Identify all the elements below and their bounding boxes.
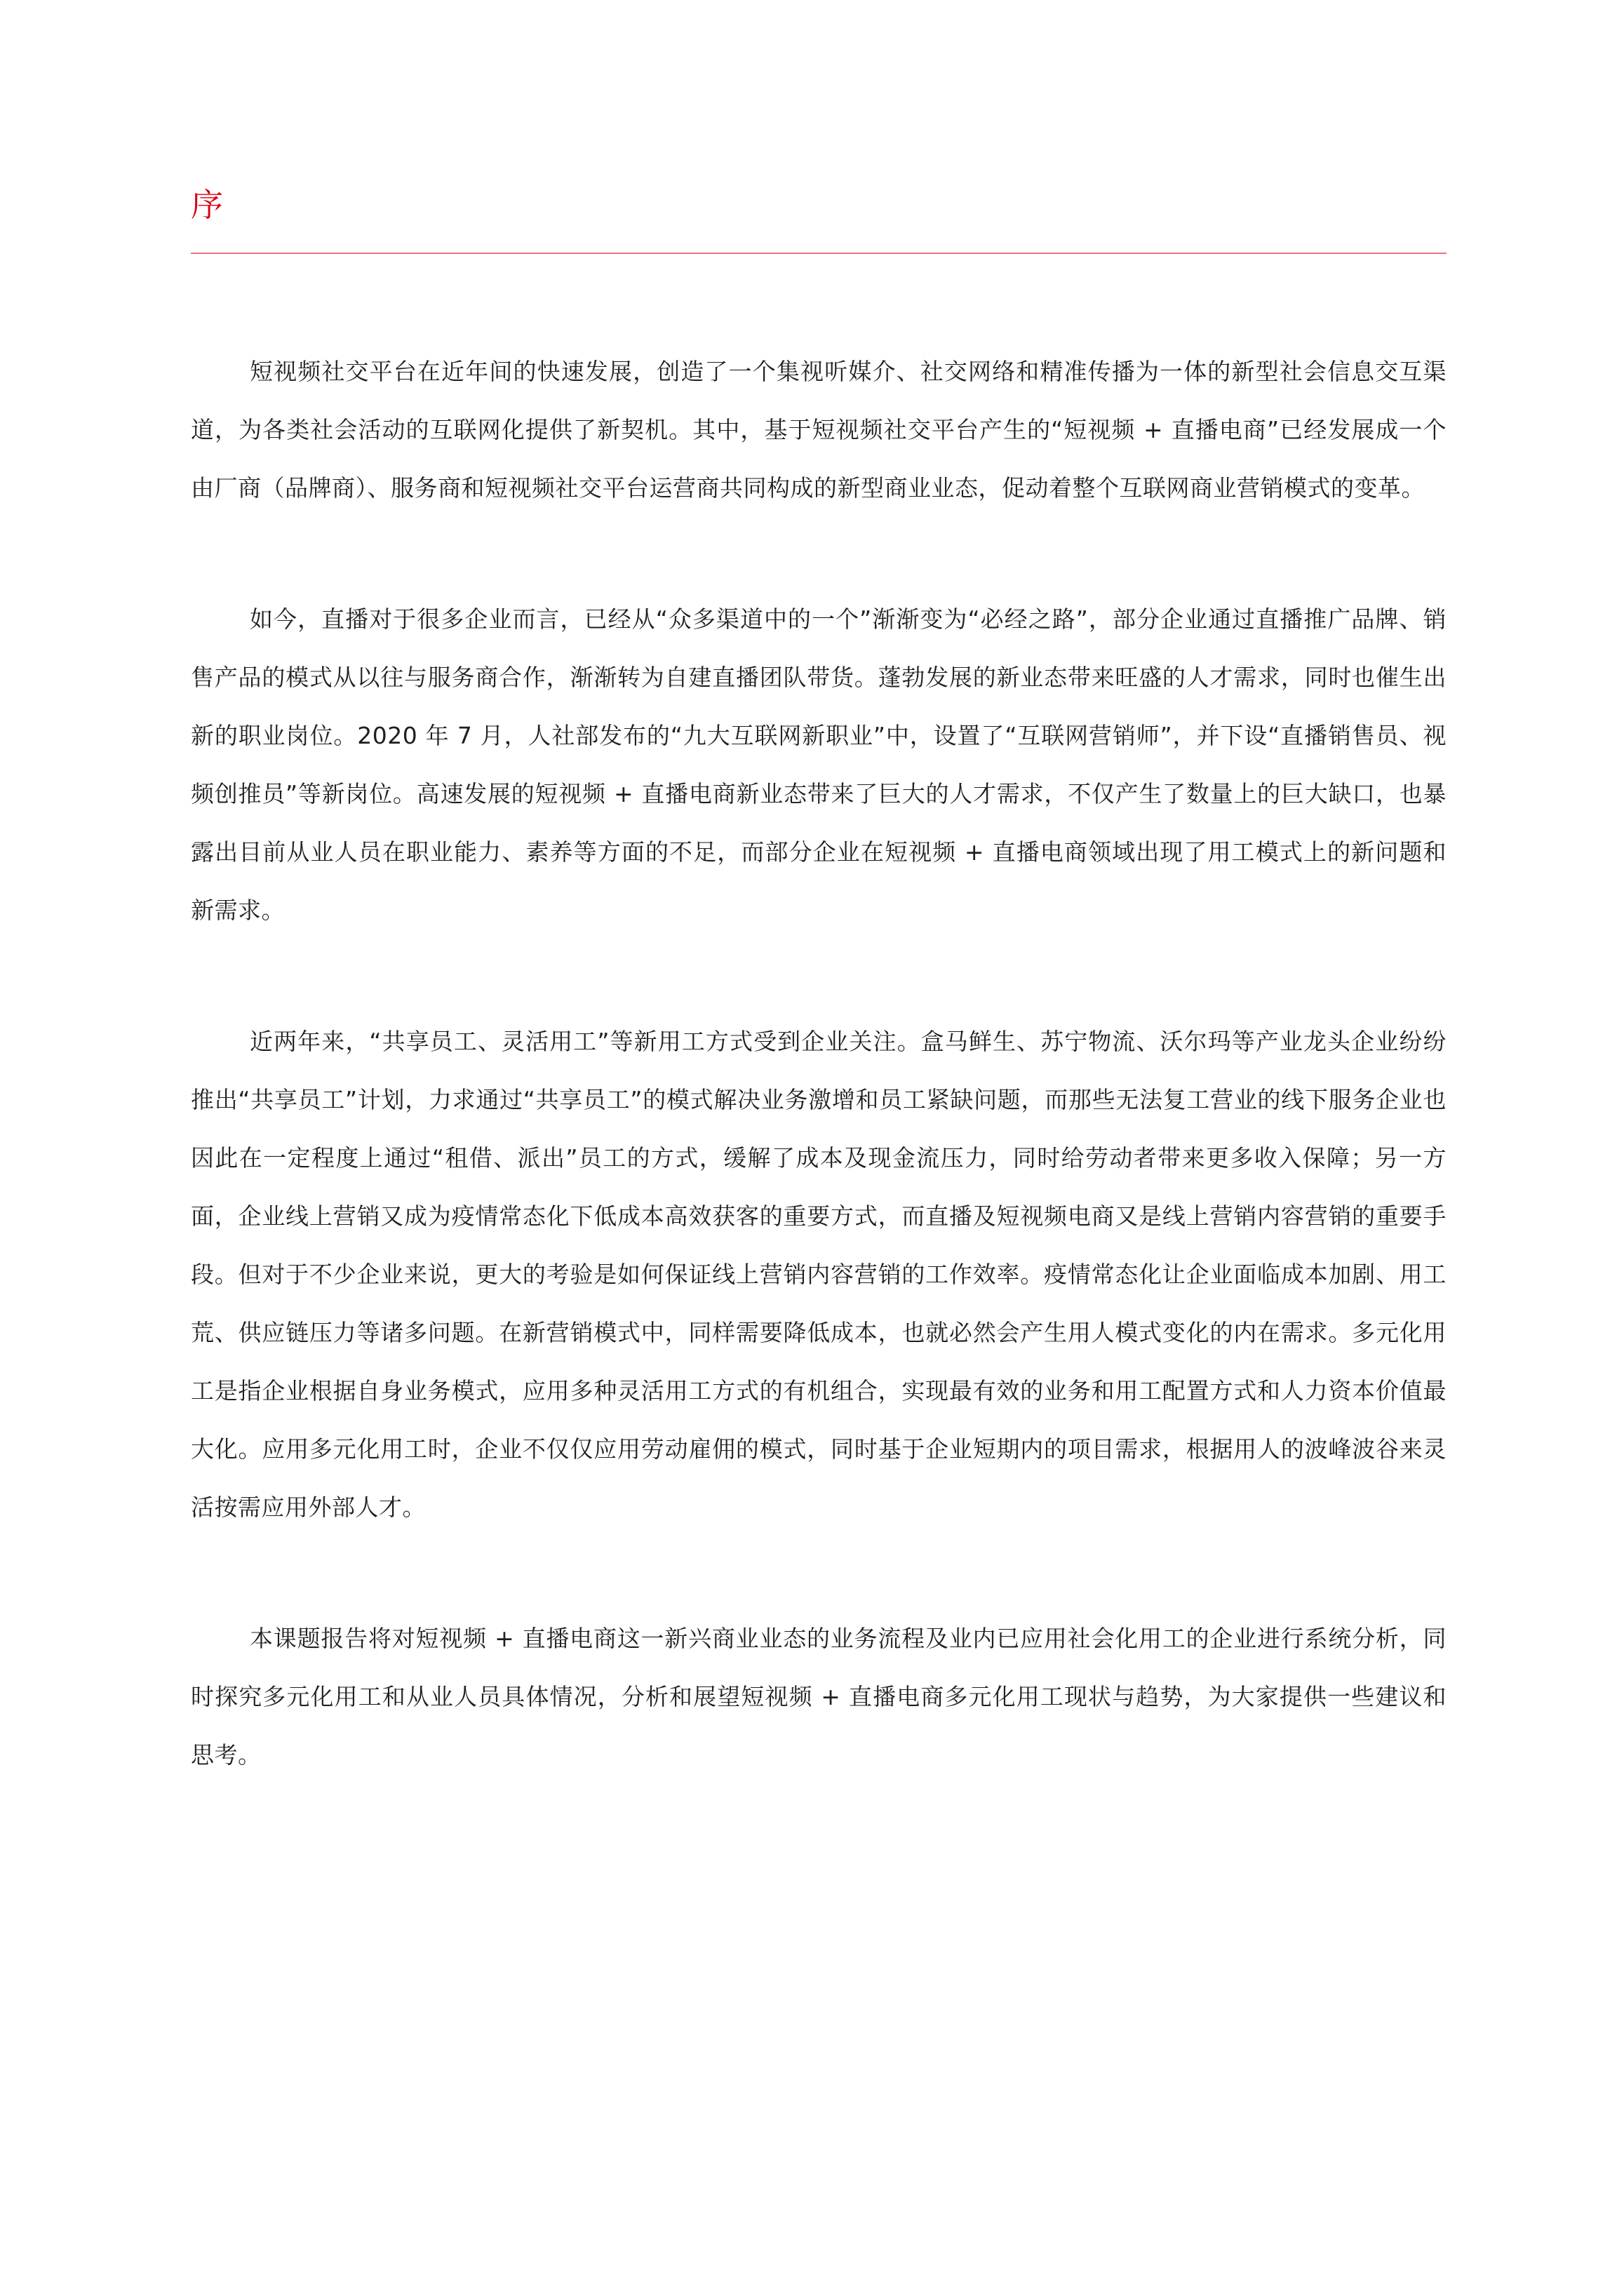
paragraph-2: 如今，直播对于很多企业而言，已经从“众多渠道中的一个”渐渐变为“必经之路”，部分企业通过直播推广品牌、销售产品的模式从以往与服务商合作，渐渐转为自建直播团队带货。蓬勃发展的新业态带来旺盛的人才需求，同时也催生出新的职业岗位。2020 年 7 月，人社部发布的“九大互联网新职业”中，设置了“互联网营销师”，并下设“直播销售员、视频创推员”等新岗位。高速发展的短视频 + 直播电商新业态带来了巨大的人才需求，不仅产生了数量上的巨大缺口，也暴露出目前从业人员在职业能力、素养等方面的不足，而部分企业在短视频 + 直播电商领域出现了用工模式上的新问题和新需求。 — [191, 605, 1447, 924]
paragraph-3: 近两年来，“共享员工、灵活用工”等新用工方式受到企业关注。盒马鲜生、苏宁物流、沃尔玛等产业龙头企业纷纷推出“共享员工”计划，力求通过“共享员工”的模式解决业务激增和员工紧缺问题，而那些无法复工营业的线下服务企业也因此在一定程度上通过“租借、派出”员工的方式，缓解了成本及现金流压力，同时给劳动者带来更多收入保障；另一方面，企业线上营销又成为疫情常态化下低成本高效获客的重要方式，而直播及短视频电商又是线上营销内容营销的重要手段。但对于不少企业来说，更大的考验是如何保证线上营销内容营销的工作效率。疫情常态化让企业面临成本加剧、用工荒、供应链压力等诸多问题。在新营销模式中，同样需要降低成本，也就必然会产生用人模式变化的内在需求。多元化用工是指企业根据自身业务模式，应用多种灵活用工方式的有机组合，实现最有效的业务和用工配置方式和人力资本价值最大化。应用多元化用工时，企业不仅仅应用劳动雇佣的模式，同时基于企业短期内的项目需求，根据用人的波峰波谷来灵活按需应用外部人才。 — [191, 1028, 1447, 1521]
section-heading: 序 — [191, 186, 223, 224]
body-text — [191, 342, 1447, 1857]
heading-divider — [191, 253, 1447, 254]
paragraph-4: 本课题报告将对短视频 + 直播电商这一新兴商业业态的业务流程及业内已应用社会化用工的企业进行系统分析，同时探究多元化用工和从业人员具体情况，分析和展望短视频 + 直播电商多元化用工现状与趋势，为大家提供一些建议和思考。 — [191, 1625, 1447, 1769]
paragraph-1: 短视频社交平台在近年间的快速发展，创造了一个集视听媒介、社交网络和精准传播为一体的新型社会信息交互渠道，为各类社会活动的互联网化提供了新契机。其中，基于短视频社交平台产生的“短视频 + 直播电商”已经发展成一个由厂商（品牌商）、服务商和短视频社交平台运营商共同构成的新型商业业态，促动着整个互联网商业营销模式的变革。 — [191, 358, 1447, 502]
